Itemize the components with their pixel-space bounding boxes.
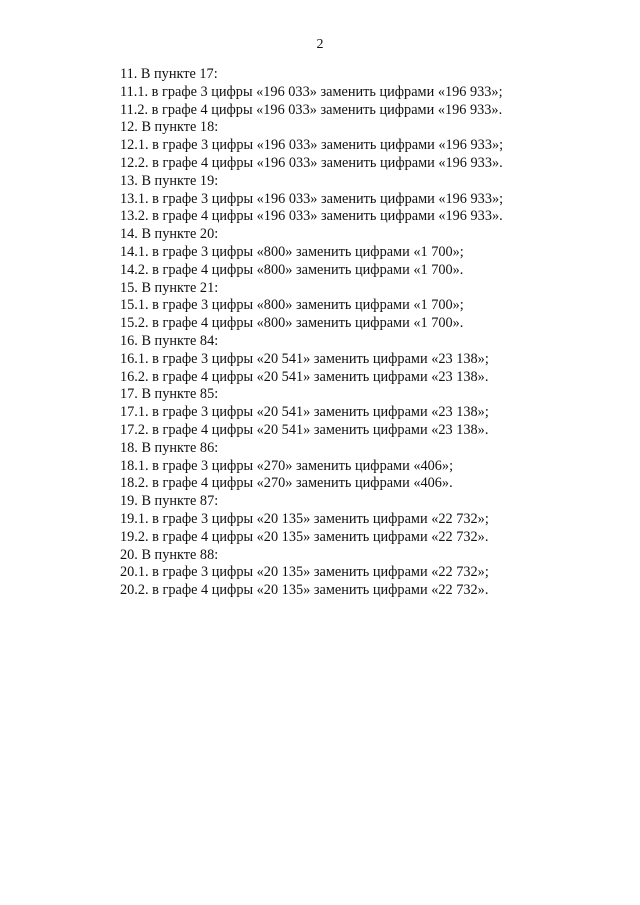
list-item: 18.2. в графе 4 цифры «270» заменить цифрами «406». <box>120 475 453 492</box>
section-heading-11: 11. В пункте 17: <box>120 66 218 82</box>
section-heading-12: 12. В пункте 18: <box>120 119 219 136</box>
section-heading-14: 14. В пункте 20: <box>120 226 219 243</box>
list-item: 11.2. в графе 4 цифры «196 033» заменить цифрами «196 933». <box>120 101 503 118</box>
list-item: 16.2. в графе 4 цифры «20 541» заменить цифрами «23 138». <box>120 368 489 385</box>
list-item: 13.2. в графе 4 цифры «196 033» заменить цифрами «196 933». <box>120 208 503 225</box>
list-item: 16.1. в графе 3 цифры «20 541» заменить цифрами «23 138»; <box>120 350 489 367</box>
section-heading-13: 13. В пункте 19: <box>120 172 219 189</box>
list-item: 19.1. в графе 3 цифры «20 135» заменить цифрами «22 732»; <box>120 510 489 527</box>
section-heading-19: 19. В пункте 87: <box>120 493 219 510</box>
list-item: 17.2. в графе 4 цифры «20 541» заменить цифрами «23 138». <box>120 421 489 438</box>
list-item: 20.1. в графе 3 цифры «20 135» заменить цифрами «22 732»; <box>120 564 489 581</box>
list-item: 13.1. в графе 3 цифры «196 033» заменить цифрами «196 933»; <box>120 190 504 207</box>
list-item: 20.2. в графе 4 цифры «20 135» заменить цифрами «22 732». <box>120 582 489 599</box>
section-heading-18: 18. В пункте 86: <box>120 439 219 456</box>
list-item: 14.1. в графе 3 цифры «800» заменить цифрами «1 700»; <box>120 243 464 260</box>
list-item: 11.1. в графе 3 цифры «196 033» заменить цифрами «196 933»; <box>120 83 503 100</box>
page-number: 2 <box>316 37 324 52</box>
section-heading-15: 15. В пункте 21: <box>120 279 219 296</box>
list-item: 12.2. в графе 4 цифры «196 033» заменить цифрами «196 933». <box>120 154 503 171</box>
list-item: 18.1. в графе 3 цифры «270» заменить цифрами «406»; <box>120 457 454 474</box>
list-item: 19.2. в графе 4 цифры «20 135» заменить цифрами «22 732». <box>120 528 489 545</box>
list-item: 15.2. в графе 4 цифры «800» заменить цифрами «1 700». <box>120 315 464 332</box>
list-item: 12.1. в графе 3 цифры «196 033» заменить цифрами «196 933»; <box>120 137 504 154</box>
section-heading-16: 16. В пункте 84: <box>120 332 219 349</box>
section-heading-17: 17. В пункте 85: <box>120 386 219 403</box>
list-item: 15.1. в графе 3 цифры «800» заменить цифрами «1 700»; <box>120 297 464 314</box>
list-item: 17.1. в графе 3 цифры «20 541» заменить цифрами «23 138»; <box>120 404 489 421</box>
list-item: 14.2. в графе 4 цифры «800» заменить цифрами «1 700». <box>120 261 464 278</box>
section-heading-20: 20. В пункте 88: <box>120 546 219 563</box>
amendments-list <box>120 66 590 600</box>
